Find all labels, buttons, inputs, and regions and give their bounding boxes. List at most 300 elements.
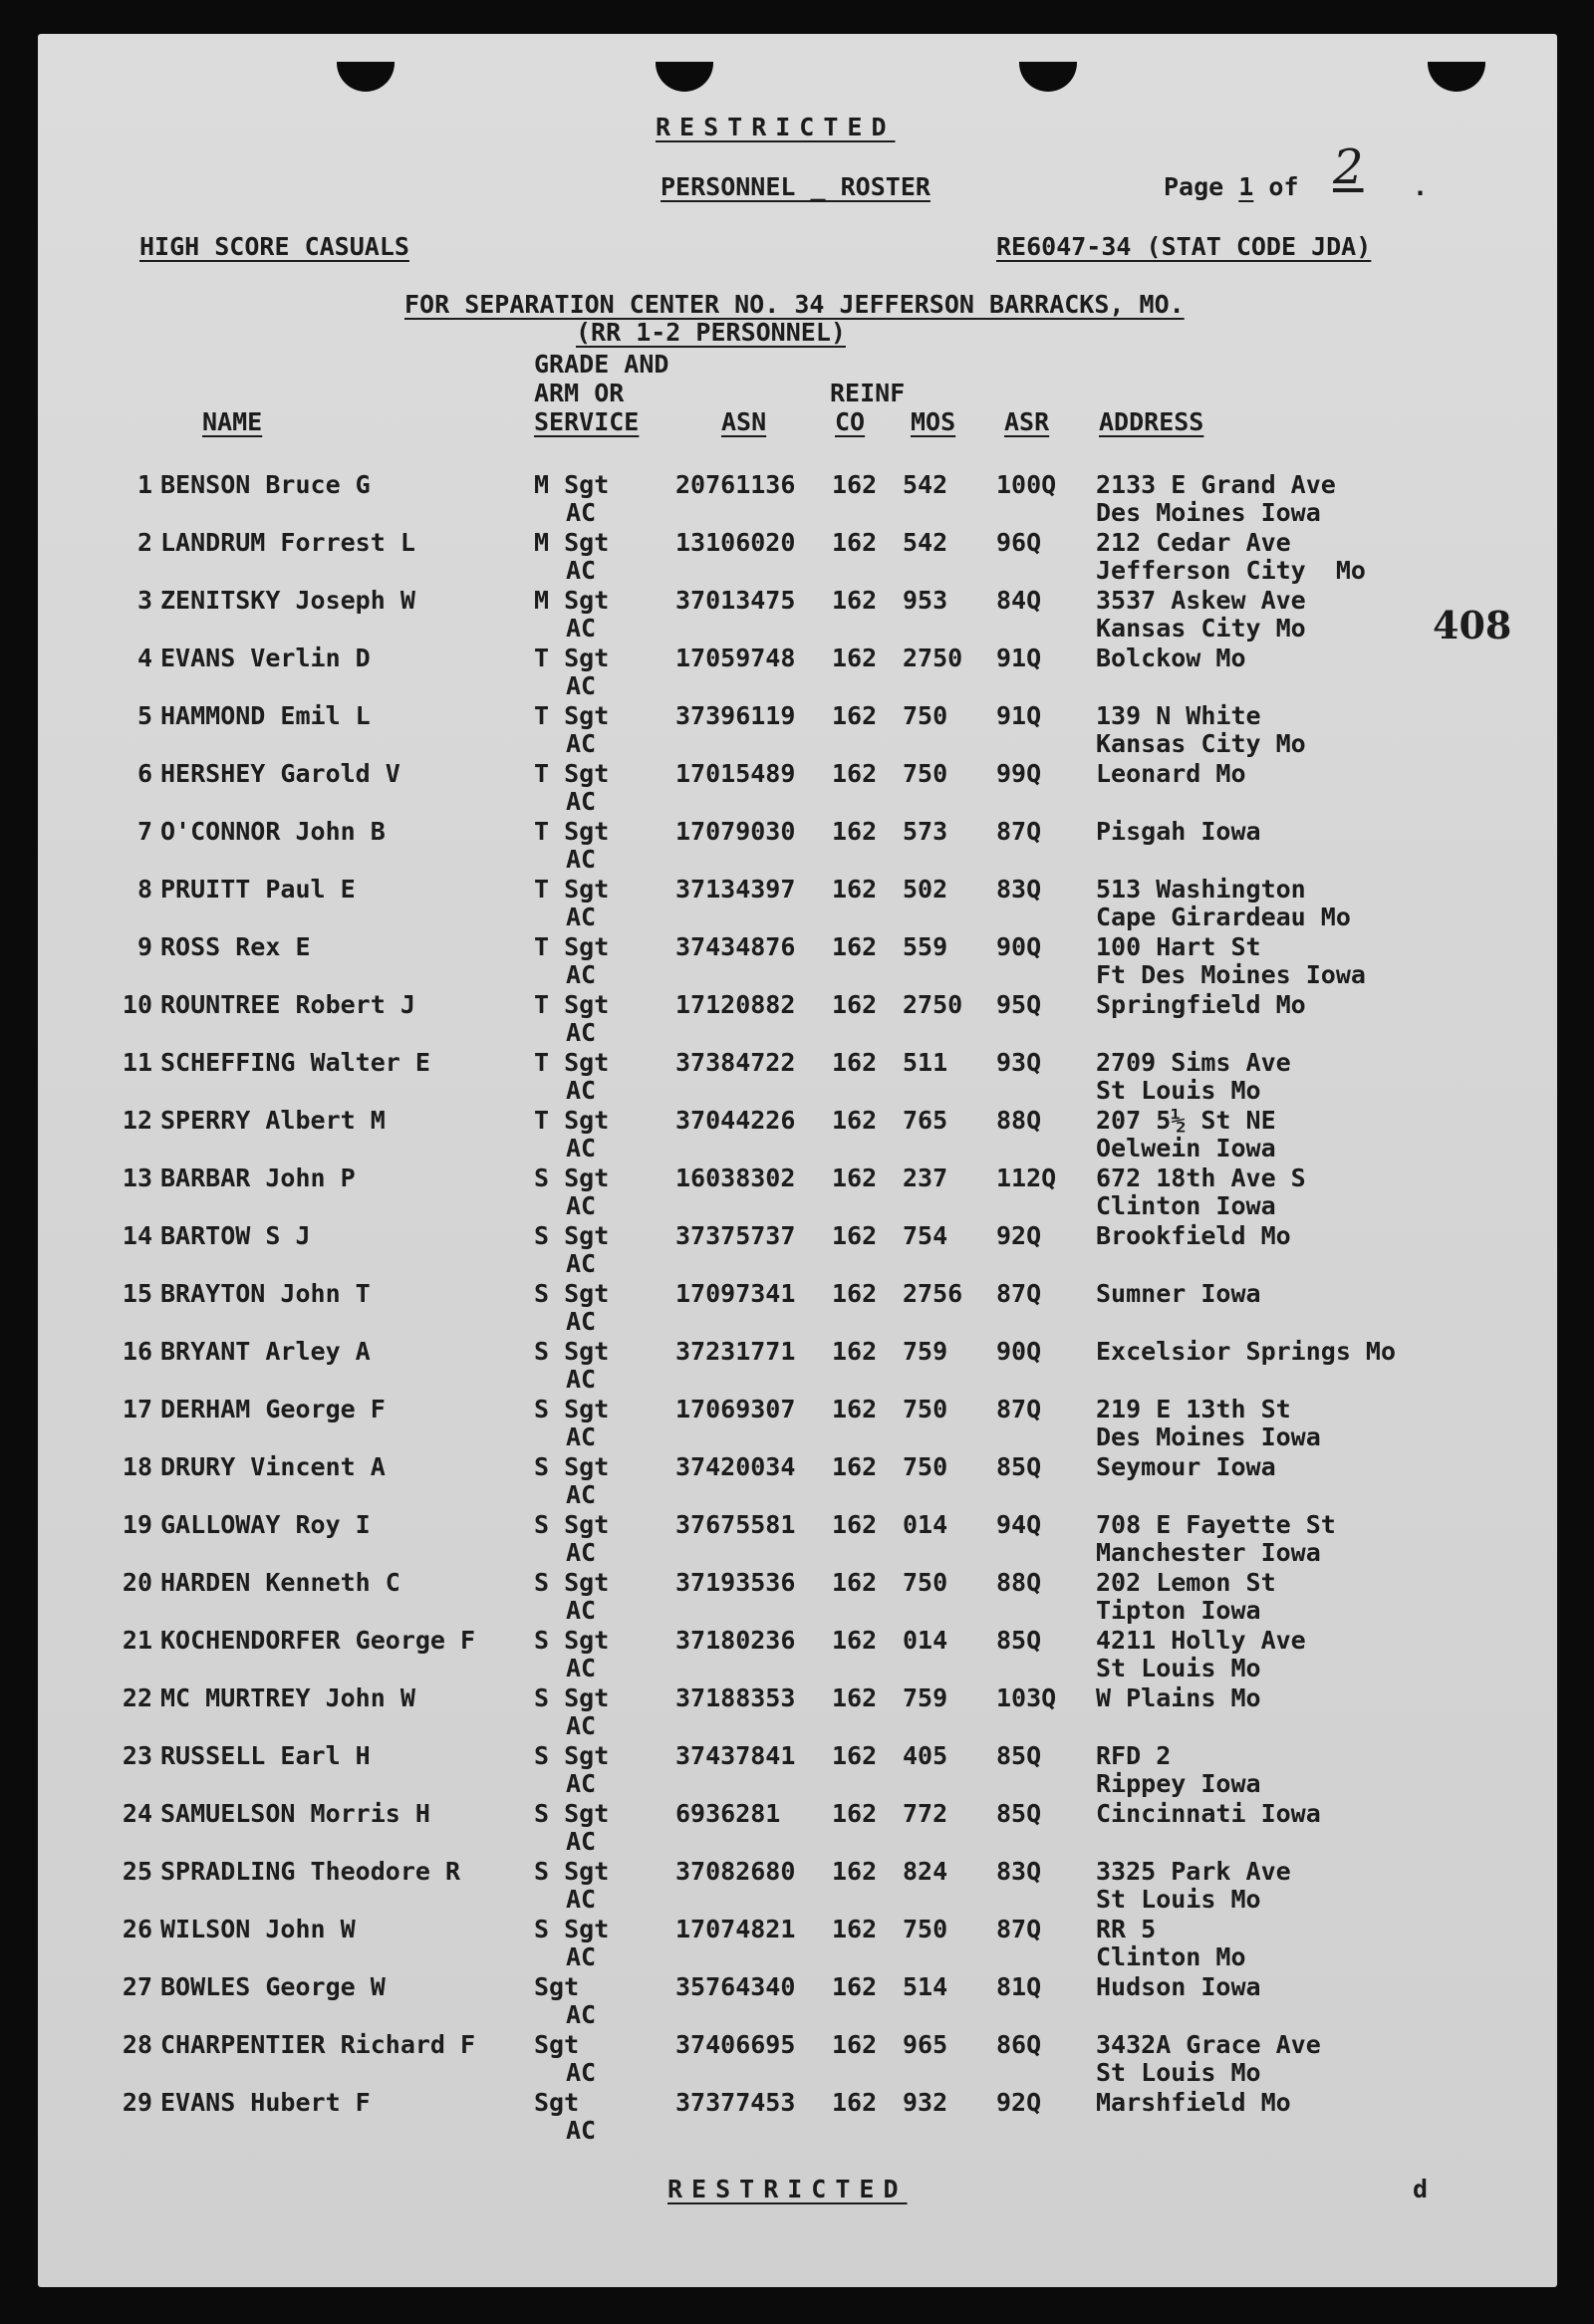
asr-score: 81Q bbox=[996, 1972, 1042, 2001]
arm-of-service: AC bbox=[566, 1769, 597, 1798]
asr-score: 88Q bbox=[996, 1568, 1042, 1597]
address-line1: Bolckow Mo bbox=[1096, 644, 1246, 672]
address-line1: RFD 2 bbox=[1096, 1741, 1172, 1770]
address-line1: 212 Cedar Ave bbox=[1096, 528, 1291, 557]
asr-score: 87Q bbox=[996, 1279, 1042, 1308]
row-number: 18 bbox=[122, 1452, 152, 1481]
address-line2: Cape Girardeau Mo bbox=[1096, 903, 1351, 931]
table-row bbox=[38, 1163, 1557, 1221]
row-number: 17 bbox=[122, 1395, 152, 1423]
row-number: 7 bbox=[136, 817, 152, 846]
row-number: 23 bbox=[122, 1741, 152, 1770]
address-line1: 672 18th Ave S bbox=[1096, 1163, 1306, 1192]
grade: S Sgt bbox=[534, 1452, 610, 1481]
asr-score: 85Q bbox=[996, 1741, 1042, 1770]
table-row bbox=[38, 875, 1557, 932]
asr-score: 92Q bbox=[996, 1221, 1042, 1250]
mos: 559 bbox=[903, 932, 948, 961]
company: 162 bbox=[832, 528, 878, 557]
asn: 17069307 bbox=[675, 1395, 796, 1423]
table-row bbox=[38, 1568, 1557, 1626]
row-number: 4 bbox=[136, 644, 152, 672]
asn: 37377453 bbox=[675, 2088, 796, 2117]
arm-of-service: AC bbox=[566, 1422, 597, 1451]
corner-mark: d bbox=[1413, 2175, 1429, 2203]
company: 162 bbox=[832, 1915, 878, 1943]
asn: 37420034 bbox=[675, 1452, 796, 1481]
table-row bbox=[38, 1395, 1557, 1452]
grade: S Sgt bbox=[534, 1915, 610, 1943]
address-line1: 708 E Fayette St bbox=[1096, 1510, 1336, 1539]
table-row bbox=[38, 1626, 1557, 1683]
asn: 37231771 bbox=[675, 1337, 796, 1366]
row-number: 8 bbox=[136, 875, 152, 904]
mos: 824 bbox=[903, 1857, 948, 1886]
soldier-name: BARBAR John P bbox=[160, 1163, 356, 1192]
grade: S Sgt bbox=[534, 1163, 610, 1192]
grade: S Sgt bbox=[534, 1799, 610, 1828]
mos: 772 bbox=[903, 1799, 948, 1828]
mos: 750 bbox=[903, 1395, 948, 1423]
asr-score: 91Q bbox=[996, 644, 1042, 672]
asn: 37375737 bbox=[675, 1221, 796, 1250]
soldier-name: RUSSELL Earl H bbox=[160, 1741, 371, 1770]
arm-of-service: AC bbox=[566, 1654, 597, 1682]
arm-of-service: AC bbox=[566, 729, 597, 758]
arm-of-service: AC bbox=[566, 614, 597, 643]
punch-hole bbox=[337, 62, 395, 92]
address-line1: 202 Lemon St bbox=[1096, 1568, 1276, 1597]
row-number: 15 bbox=[122, 1279, 152, 1308]
soldier-name: BARTOW S J bbox=[160, 1221, 311, 1250]
table-row bbox=[38, 1741, 1557, 1799]
mos: 2750 bbox=[903, 990, 963, 1019]
arm-of-service: AC bbox=[566, 498, 597, 527]
asn: 37188353 bbox=[675, 1683, 796, 1712]
arm-of-service: AC bbox=[566, 1191, 597, 1220]
col-grade-line1: GRADE AND bbox=[534, 350, 669, 379]
row-number: 6 bbox=[136, 759, 152, 788]
company: 162 bbox=[832, 990, 878, 1019]
company: 162 bbox=[832, 1221, 878, 1250]
soldier-name: HERSHEY Garold V bbox=[160, 759, 400, 788]
company: 162 bbox=[832, 932, 878, 961]
asn: 17059748 bbox=[675, 644, 796, 672]
company: 162 bbox=[832, 1799, 878, 1828]
soldier-name: EVANS Verlin D bbox=[160, 644, 371, 672]
grade: T Sgt bbox=[534, 875, 610, 904]
address-line1: Marshfield Mo bbox=[1096, 2088, 1291, 2117]
grade: S Sgt bbox=[534, 1857, 610, 1886]
asr-score: 87Q bbox=[996, 1395, 1042, 1423]
mos: 750 bbox=[903, 1915, 948, 1943]
company: 162 bbox=[832, 1337, 878, 1366]
row-number: 10 bbox=[122, 990, 152, 1019]
address-line1: 139 N White bbox=[1096, 701, 1261, 730]
arm-of-service: AC bbox=[566, 671, 597, 700]
table-row bbox=[38, 701, 1557, 759]
company: 162 bbox=[832, 2088, 878, 2117]
table-row bbox=[38, 1106, 1557, 1163]
asn: 37396119 bbox=[675, 701, 796, 730]
soldier-name: DERHAM George F bbox=[160, 1395, 386, 1423]
address-line2: St Louis Mo bbox=[1096, 2058, 1261, 2087]
company: 162 bbox=[832, 875, 878, 904]
soldier-name: ROSS Rex E bbox=[160, 932, 311, 961]
address-line1: Springfield Mo bbox=[1096, 990, 1306, 1019]
asr-score: 85Q bbox=[996, 1799, 1042, 1828]
address-line1: 513 Washington bbox=[1096, 875, 1306, 904]
address-line2: Kansas City Mo bbox=[1096, 614, 1306, 643]
col-name: NAME bbox=[202, 407, 263, 436]
mos: 237 bbox=[903, 1163, 948, 1192]
company: 162 bbox=[832, 2030, 878, 2059]
soldier-name: DRURY Vincent A bbox=[160, 1452, 386, 1481]
address-line1: 219 E 13th St bbox=[1096, 1395, 1291, 1423]
arm-of-service: AC bbox=[566, 787, 597, 816]
roster-code: RE6047-34 (STAT CODE JDA) bbox=[996, 232, 1372, 261]
mos: 542 bbox=[903, 470, 948, 499]
soldier-name: HAMMOND Emil L bbox=[160, 701, 371, 730]
company: 162 bbox=[832, 759, 878, 788]
arm-of-service: AC bbox=[566, 1942, 597, 1971]
mos: 750 bbox=[903, 1568, 948, 1597]
arm-of-service: AC bbox=[566, 1711, 597, 1740]
table-row bbox=[38, 528, 1557, 586]
table-row bbox=[38, 1279, 1557, 1337]
asr-score: 88Q bbox=[996, 1106, 1042, 1135]
asn: 20761136 bbox=[675, 470, 796, 499]
asr-score: 94Q bbox=[996, 1510, 1042, 1539]
address-line2: St Louis Mo bbox=[1096, 1654, 1261, 1682]
company: 162 bbox=[832, 1626, 878, 1655]
table-row bbox=[38, 1510, 1557, 1568]
row-number: 21 bbox=[122, 1626, 152, 1655]
address-line2: Manchester Iowa bbox=[1096, 1538, 1321, 1567]
asn: 17015489 bbox=[675, 759, 796, 788]
asn: 37437841 bbox=[675, 1741, 796, 1770]
col-asn: ASN bbox=[721, 407, 767, 436]
asn: 37193536 bbox=[675, 1568, 796, 1597]
row-number: 1 bbox=[136, 470, 152, 499]
mos: 750 bbox=[903, 759, 948, 788]
arm-of-service: AC bbox=[566, 1538, 597, 1567]
arm-of-service: AC bbox=[566, 1249, 597, 1278]
grade: S Sgt bbox=[534, 1221, 610, 1250]
soldier-name: BRYANT Arley A bbox=[160, 1337, 371, 1366]
arm-of-service: AC bbox=[566, 1596, 597, 1625]
unit-name: HIGH SCORE CASUALS bbox=[139, 232, 409, 261]
mos: 750 bbox=[903, 701, 948, 730]
row-number: 11 bbox=[122, 1048, 152, 1077]
arm-of-service: AC bbox=[566, 845, 597, 874]
company: 162 bbox=[832, 586, 878, 615]
arm-of-service: AC bbox=[566, 1307, 597, 1336]
soldier-name: BRAYTON John T bbox=[160, 1279, 371, 1308]
page-period: . bbox=[1413, 172, 1429, 201]
address-line1: 207 5½ St NE bbox=[1096, 1106, 1276, 1135]
mos: 2756 bbox=[903, 1279, 963, 1308]
table-row bbox=[38, 586, 1557, 647]
address-line1: RR 5 bbox=[1096, 1915, 1157, 1943]
address-line1: 3432A Grace Ave bbox=[1096, 2030, 1321, 2059]
page-total-handwritten: 2 bbox=[1333, 139, 1364, 195]
company: 162 bbox=[832, 1279, 878, 1308]
arm-of-service: AC bbox=[566, 1480, 597, 1509]
row-number: 28 bbox=[122, 2030, 152, 2059]
asr-score: 87Q bbox=[996, 817, 1042, 846]
table-row bbox=[38, 817, 1557, 875]
grade: M Sgt bbox=[534, 470, 610, 499]
company: 162 bbox=[832, 1452, 878, 1481]
company: 162 bbox=[832, 1683, 878, 1712]
arm-of-service: AC bbox=[566, 1827, 597, 1856]
asr-score: 84Q bbox=[996, 586, 1042, 615]
col-asr: ASR bbox=[1004, 407, 1050, 436]
mos: 932 bbox=[903, 2088, 948, 2117]
company: 162 bbox=[832, 1106, 878, 1135]
soldier-name: SPRADLING Theodore R bbox=[160, 1857, 461, 1886]
address-line2: Des Moines Iowa bbox=[1096, 498, 1321, 527]
soldier-name: ROUNTREE Robert J bbox=[160, 990, 415, 1019]
mos: 750 bbox=[903, 1452, 948, 1481]
row-number: 3 bbox=[136, 586, 152, 615]
asn: 17120882 bbox=[675, 990, 796, 1019]
soldier-name: LANDRUM Forrest L bbox=[160, 528, 415, 557]
asn: 37013475 bbox=[675, 586, 796, 615]
company: 162 bbox=[832, 1395, 878, 1423]
table-row bbox=[38, 1048, 1557, 1106]
grade: S Sgt bbox=[534, 1568, 610, 1597]
mos: 2750 bbox=[903, 644, 963, 672]
col-address: ADDRESS bbox=[1099, 407, 1204, 436]
table-row bbox=[38, 1683, 1557, 1741]
col-reinf: REINF bbox=[830, 379, 906, 407]
soldier-name: BOWLES George W bbox=[160, 1972, 386, 2001]
asr-score: 85Q bbox=[996, 1452, 1042, 1481]
address-line1: 3325 Park Ave bbox=[1096, 1857, 1291, 1886]
arm-of-service: AC bbox=[566, 903, 597, 931]
company: 162 bbox=[832, 1568, 878, 1597]
asn: 13106020 bbox=[675, 528, 796, 557]
asr-score: 83Q bbox=[996, 1857, 1042, 1886]
company: 162 bbox=[832, 644, 878, 672]
address-line2: Des Moines Iowa bbox=[1096, 1422, 1321, 1451]
soldier-name: GALLOWAY Roy I bbox=[160, 1510, 371, 1539]
grade: T Sgt bbox=[534, 759, 610, 788]
grade: T Sgt bbox=[534, 932, 610, 961]
address-line2: Tipton Iowa bbox=[1096, 1596, 1261, 1625]
company: 162 bbox=[832, 1972, 878, 2001]
asn: 37406695 bbox=[675, 2030, 796, 2059]
asn: 37180236 bbox=[675, 1626, 796, 1655]
soldier-name: MC MURTREY John W bbox=[160, 1683, 415, 1712]
row-number: 16 bbox=[122, 1337, 152, 1366]
arm-of-service: AC bbox=[566, 2116, 597, 2145]
table-row bbox=[38, 759, 1557, 817]
asr-score: 86Q bbox=[996, 2030, 1042, 2059]
table-row bbox=[38, 1221, 1557, 1279]
grade: S Sgt bbox=[534, 1741, 610, 1770]
grade: T Sgt bbox=[534, 701, 610, 730]
arm-of-service: AC bbox=[566, 960, 597, 989]
punch-hole bbox=[1428, 62, 1485, 92]
grade: S Sgt bbox=[534, 1395, 610, 1423]
grade: S Sgt bbox=[534, 1683, 610, 1712]
grade: T Sgt bbox=[534, 990, 610, 1019]
subtitle: (RR 1-2 PERSONNEL) bbox=[576, 318, 846, 347]
company: 162 bbox=[832, 817, 878, 846]
mos: 759 bbox=[903, 1683, 948, 1712]
grade: T Sgt bbox=[534, 1106, 610, 1135]
classification-top: RESTRICTED bbox=[656, 113, 896, 141]
soldier-name: ZENITSKY Joseph W bbox=[160, 586, 415, 615]
arm-of-service: AC bbox=[566, 1076, 597, 1105]
address-line1: Pisgah Iowa bbox=[1096, 817, 1261, 846]
soldier-name: SCHEFFING Walter E bbox=[160, 1048, 430, 1077]
address-line2: Clinton Mo bbox=[1096, 1942, 1246, 1971]
punch-hole bbox=[656, 62, 713, 92]
row-number: 27 bbox=[122, 1972, 152, 2001]
asr-score: 90Q bbox=[996, 932, 1042, 961]
grade: M Sgt bbox=[534, 528, 610, 557]
address-line1: 3537 Askew Ave bbox=[1096, 586, 1306, 615]
mos: 502 bbox=[903, 875, 948, 904]
table-row bbox=[38, 644, 1557, 701]
address-line2: Clinton Iowa bbox=[1096, 1191, 1276, 1220]
col-mos: MOS bbox=[911, 407, 956, 436]
address-line1: Brookfield Mo bbox=[1096, 1221, 1291, 1250]
soldier-name: BENSON Bruce G bbox=[160, 470, 371, 499]
col-co: CO bbox=[835, 407, 866, 436]
address-line1: Excelsior Springs Mo bbox=[1096, 1337, 1397, 1366]
row-number: 13 bbox=[122, 1163, 152, 1192]
mos: 014 bbox=[903, 1510, 948, 1539]
asr-score: 103Q bbox=[996, 1683, 1057, 1712]
grade: Sgt bbox=[534, 2088, 580, 2117]
address-line1: 4211 Holly Ave bbox=[1096, 1626, 1306, 1655]
destination: FOR SEPARATION CENTER NO. 34 JEFFERSON BARRACKS, MO. bbox=[404, 290, 1185, 319]
mos: 514 bbox=[903, 1972, 948, 2001]
grade: T Sgt bbox=[534, 1048, 610, 1077]
stamp-number: 408 bbox=[1433, 603, 1512, 647]
classification-bottom: RESTRICTED bbox=[667, 2175, 908, 2203]
arm-of-service: AC bbox=[566, 556, 597, 585]
table-row bbox=[38, 2030, 1557, 2088]
soldier-name: HARDEN Kenneth C bbox=[160, 1568, 400, 1597]
row-number: 22 bbox=[122, 1683, 152, 1712]
asn: 17079030 bbox=[675, 817, 796, 846]
asr-score: 95Q bbox=[996, 990, 1042, 1019]
mos: 405 bbox=[903, 1741, 948, 1770]
asn: 37044226 bbox=[675, 1106, 796, 1135]
arm-of-service: AC bbox=[566, 1134, 597, 1162]
address-line1: Cincinnati Iowa bbox=[1096, 1799, 1321, 1828]
asr-score: 96Q bbox=[996, 528, 1042, 557]
asn: 35764340 bbox=[675, 1972, 796, 2001]
asn: 17074821 bbox=[675, 1915, 796, 1943]
asn: 37134397 bbox=[675, 875, 796, 904]
row-number: 24 bbox=[122, 1799, 152, 1828]
mos: 511 bbox=[903, 1048, 948, 1077]
table-row bbox=[38, 1972, 1557, 2030]
row-number: 2 bbox=[136, 528, 152, 557]
grade: Sgt bbox=[534, 2030, 580, 2059]
row-number: 14 bbox=[122, 1221, 152, 1250]
grade: T Sgt bbox=[534, 644, 610, 672]
address-line2: St Louis Mo bbox=[1096, 1885, 1261, 1914]
address-line1: Sumner Iowa bbox=[1096, 1279, 1261, 1308]
arm-of-service: AC bbox=[566, 2058, 597, 2087]
address-line1: 2709 Sims Ave bbox=[1096, 1048, 1291, 1077]
soldier-name: KOCHENDORFER George F bbox=[160, 1626, 476, 1655]
row-number: 29 bbox=[122, 2088, 152, 2117]
mos: 754 bbox=[903, 1221, 948, 1250]
row-number: 12 bbox=[122, 1106, 152, 1135]
address-line2: Kansas City Mo bbox=[1096, 729, 1306, 758]
asn: 17097341 bbox=[675, 1279, 796, 1308]
grade: S Sgt bbox=[534, 1510, 610, 1539]
asn: 16038302 bbox=[675, 1163, 796, 1192]
mos: 765 bbox=[903, 1106, 948, 1135]
asr-score: 85Q bbox=[996, 1626, 1042, 1655]
grade: S Sgt bbox=[534, 1337, 610, 1366]
address-line2: St Louis Mo bbox=[1096, 1076, 1261, 1105]
asr-score: 92Q bbox=[996, 2088, 1042, 2117]
asn: 37675581 bbox=[675, 1510, 796, 1539]
row-number: 9 bbox=[136, 932, 152, 961]
company: 162 bbox=[832, 1048, 878, 1077]
address-line1: 100 Hart St bbox=[1096, 932, 1261, 961]
mos: 965 bbox=[903, 2030, 948, 2059]
table-row bbox=[38, 1337, 1557, 1395]
table-row bbox=[38, 1452, 1557, 1510]
asn: 37082680 bbox=[675, 1857, 796, 1886]
address-line2: Rippey Iowa bbox=[1096, 1769, 1261, 1798]
col-grade-line3: SERVICE bbox=[534, 407, 640, 436]
table-row bbox=[38, 470, 1557, 528]
arm-of-service: AC bbox=[566, 1365, 597, 1394]
soldier-name: WILSON John W bbox=[160, 1915, 356, 1943]
company: 162 bbox=[832, 470, 878, 499]
asn: 6936281 bbox=[675, 1799, 781, 1828]
asr-score: 87Q bbox=[996, 1915, 1042, 1943]
grade: Sgt bbox=[534, 1972, 580, 2001]
row-number: 5 bbox=[136, 701, 152, 730]
asr-score: 93Q bbox=[996, 1048, 1042, 1077]
arm-of-service: AC bbox=[566, 1018, 597, 1047]
asr-score: 83Q bbox=[996, 875, 1042, 904]
grade: T Sgt bbox=[534, 817, 610, 846]
mos: 014 bbox=[903, 1626, 948, 1655]
row-number: 19 bbox=[122, 1510, 152, 1539]
address-line1: Seymour Iowa bbox=[1096, 1452, 1276, 1481]
row-number: 25 bbox=[122, 1857, 152, 1886]
soldier-name: SAMUELSON Morris H bbox=[160, 1799, 430, 1828]
asn: 37434876 bbox=[675, 932, 796, 961]
table-row bbox=[38, 1799, 1557, 1857]
soldier-name: CHARPENTIER Richard F bbox=[160, 2030, 476, 2059]
mos: 573 bbox=[903, 817, 948, 846]
address-line1: Hudson Iowa bbox=[1096, 1972, 1261, 2001]
asr-score: 91Q bbox=[996, 701, 1042, 730]
row-number: 26 bbox=[122, 1915, 152, 1943]
company: 162 bbox=[832, 1857, 878, 1886]
roster-page bbox=[38, 34, 1557, 2287]
soldier-name: O'CONNOR John B bbox=[160, 817, 386, 846]
table-row bbox=[38, 2088, 1557, 2146]
asr-score: 100Q bbox=[996, 470, 1057, 499]
